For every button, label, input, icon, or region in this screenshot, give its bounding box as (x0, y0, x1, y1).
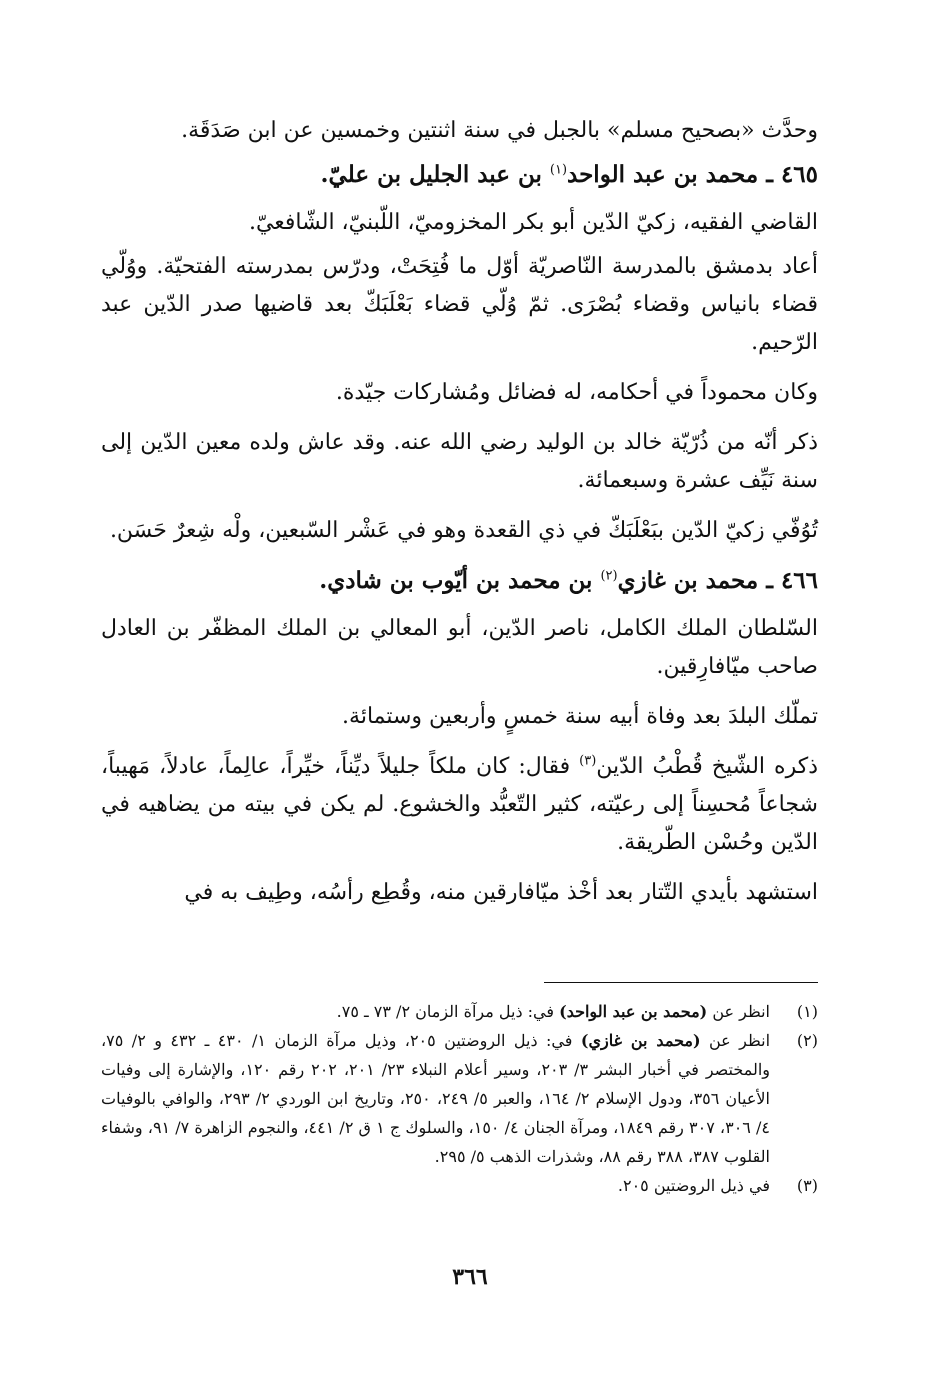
footnote-text: انظر عن (700, 1031, 771, 1050)
footnote-ref-1: (١) (549, 162, 568, 178)
entry-466-title-part1: ٤٦٦ ـ محمد بن غازي (617, 567, 818, 594)
entry-heading-465 (101, 156, 818, 194)
footnote-ref-2: (٢) (600, 568, 618, 584)
footnote-subject: (محمد بن غازي) (580, 1031, 701, 1050)
footnote-subject: (محمد بن عبد الواحد) (559, 1002, 708, 1021)
entry-466-p3-part2: فقال: كان ملكاً جليلاً ديِّناً، خيِّراً، عالِماً، عادلاً، مَهيباً، شجاعاً مُحسِناً إلى رعيّته، كثير التّعبُّد والخشوع. لم يكن في بيته من يضاهيه في الدّين وحُسْن الطّريقة. (101, 754, 818, 855)
entry-heading-466 (101, 562, 818, 600)
entry-465-title-part1: ٤٦٥ ـ محمد بن عبد الواحد (567, 161, 818, 188)
footnote-source: في: ذيل مرآة الزمان ٢/ ٧٣ ـ ٧٥. (336, 1002, 560, 1021)
footnote-number: (١) (796, 1002, 818, 1021)
footnote-2 (101, 1026, 818, 1171)
entry-466-paragraph-3 (101, 748, 818, 862)
footnote-1 (101, 997, 818, 1026)
footnote-divider (544, 982, 818, 983)
footnote-ref-3: (٣) (579, 753, 597, 769)
footnote-number: (٣) (796, 1176, 818, 1195)
footnote-text: انظر عن (707, 1002, 770, 1021)
entry-465-paragraph-3: وكان محموداً في أحكامه، له فضائل ومُشاركات جيّدة. (335, 380, 818, 405)
page-number: ٣٦٦ (452, 1264, 488, 1290)
footnote-text: في ذيل الروضتين ٢٠٥. (617, 1176, 770, 1195)
entry-465-title-part2: بن عبد الجليل بن عليّ. (320, 161, 550, 188)
entry-466-p3-part1: ذكره الشّيخ قُطْبُ الدّين (596, 754, 818, 779)
entry-466-paragraph-1: السّلطان الملك الكامل، ناصر الدّين، أبو المعالي بن الملك المظفّر بن العادل صاحب ميّافارِقين. (101, 616, 818, 679)
main-text (101, 112, 818, 924)
footnote-3 (101, 1171, 818, 1200)
entry-465-paragraph-5: تُوُفّي زكيّ الدّين ببَعْلَبَكّ في ذي القعدة وهو في عَشْر السّبعين، ولْه شِعرٌ حَسَن. (109, 518, 818, 543)
opening-line: وحدَّث «بصحيح مسلم» بالجبل في سنة اثنتين وخمسين عن ابن صَدَقَة. (181, 118, 818, 143)
entry-465-paragraph-1: القاضي الفقيه، زكيّ الدّين أبو بكر المخزوميّ، اللّبنيّ، الشّافعيّ. (248, 210, 818, 235)
entry-465-paragraph-4: ذكر أنّه من ذُرّيّة خالد بن الوليد رضي الله عنه. وقد عاش ولده معين الدّين إلى سنة نَيِّف عشرة وسبعمائة. (101, 430, 818, 493)
footnote-number: (٢) (796, 1031, 818, 1050)
entry-466-paragraph-4: استشهد بأيدي التّتار بعد أخْذ ميّافارقين منه، وقُطِع رأسُه، وطِيف به في (184, 880, 818, 905)
footnote-source: في: ذيل الروضتين ٢٠٥، وذيل مرآة الزمان ١/ ٤٣٠ ـ ٤٣٢ و ٢/ ٧٥، والمختصر في أخبار البشر ٣/ ٢٠٣، وسير أعلام النبلاء ٢٣/ ٢٠١، ٢٠٢ رقم ١٢٠، والإشارة إلى وفيات الأعيان ٣٥٦، ودول الإسلام ٢/ ١٦٤، والعبر ٥/ ٢٤٩، ٢٥٠، وتاريخ ابن الوردي ٢/ ٢٩٣، والوافي بالوفيات ٤/ ٣٠٦، ٣٠٧ رقم ١٨٤٩، ومرآة الجنان ٤/ ١٥٠، والسلوك ج ١ ق ٢/ ٤٤١، والنجوم الزاهرة ٧/ ٩١، وشفاء القلوب ٣٨٧، ٣٨٨ رقم ٨٨، وشذرات الذهب ٥/ ٢٩٥. (101, 1031, 771, 1166)
entry-465-paragraph-2: أعاد بدمشق بالمدرسة النّاصريّة أوّل ما فُتِحَتْ، ودرّس بمدرسته الفتحيّة. ووُلّي قضاء بانياس وقضاء بُصْرَى. ثمّ وُلّي قضاء بَعْلَبَكّ بعد قاضيها صدر الدّين عبد الرّحيم. (101, 254, 818, 355)
entry-466-paragraph-2: تملّك البلدَ بعد وفاة أبيه سنة خمسٍ وأربعين وستمائة. (342, 704, 818, 729)
footnotes (101, 997, 818, 1200)
entry-466-title-part2: بن محمد بن أيّوب بن شادي. (319, 567, 601, 594)
